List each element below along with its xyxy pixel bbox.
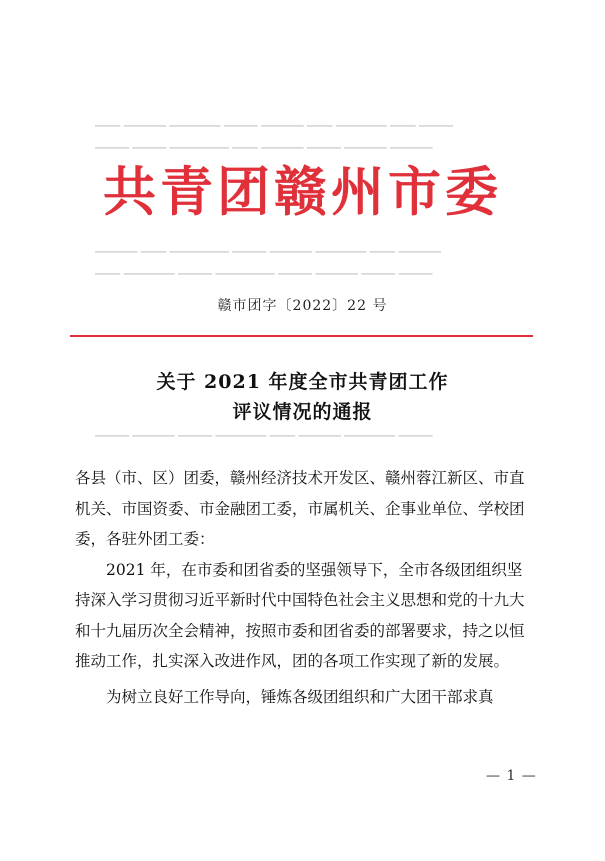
bleed-through-line: ▁▁▁▁ ▁▁▁▁▁ ▁▁▁▁ ▁▁▁▁▁▁ ▁▁▁ ▁▁▁▁▁ ▁▁▁▁▁▁ ▁▁▁▁ [95,424,433,437]
document-title-line-2: 评议情况的通报 [232,401,373,423]
page-number: — 1 — [486,768,537,784]
document-body [75,463,535,712]
red-divider-line [70,335,533,337]
bleed-through-line: ▁▁▁▁ ▁▁▁▁ ▁▁▁▁▁▁▁ ▁▁▁ ▁▁▁▁▁ ▁▁▁▁ ▁▁▁▁▁ ▁▁▁▁▁ [95,136,433,149]
issuing-organization-title: 共青团赣州市委 [103,161,502,223]
document-title-line-1: 关于 2021 年度全市共青团工作 [156,371,449,393]
body-paragraph-2: 为树立良好工作导向，锤炼各级团组织和广大团干部求真 [106,687,494,706]
bleed-through-line: ▁▁▁▁▁ ▁▁▁ ▁▁▁▁▁▁▁ ▁▁▁▁ ▁▁▁▁▁ ▁▁▁▁▁▁ ▁▁▁ ▁▁▁▁▁ [95,240,441,253]
document-number: 赣市团字〔2022〕22 号 [217,298,388,314]
addressee-paragraph: 各县（市、区）团委，赣州经济技术开发区、赣州蓉江新区、市直机关、市国资委、市金融团工委，市属机关、企事业单位、学校团委，各驻外团工委： [75,469,525,548]
body-paragraph-1: 2021 年，在市委和团省委的坚强领导下，全市各级团组织坚持深入学习贯彻习近平新时代中国特色社会主义思想和党的十九大和十九届历次全会精神，按照市委和团省委的部署要求，持之以恒推动工作，扎实深入改进作风，团的各项工作实现了新的发展。 [75,560,525,670]
bleed-through-line: ▁▁▁ ▁▁▁▁▁▁ ▁▁▁▁ ▁▁▁▁▁▁▁ ▁▁▁▁ ▁▁▁▁▁ ▁▁▁▁ ▁▁▁▁ [95,262,433,275]
bleed-through-line: ▁▁▁ ▁▁▁▁▁ ▁▁▁▁▁▁ ▁▁▁▁ ▁▁▁▁▁ ▁▁▁ ▁▁▁▁▁▁ ▁▁▁ ▁▁▁▁ [95,114,453,127]
